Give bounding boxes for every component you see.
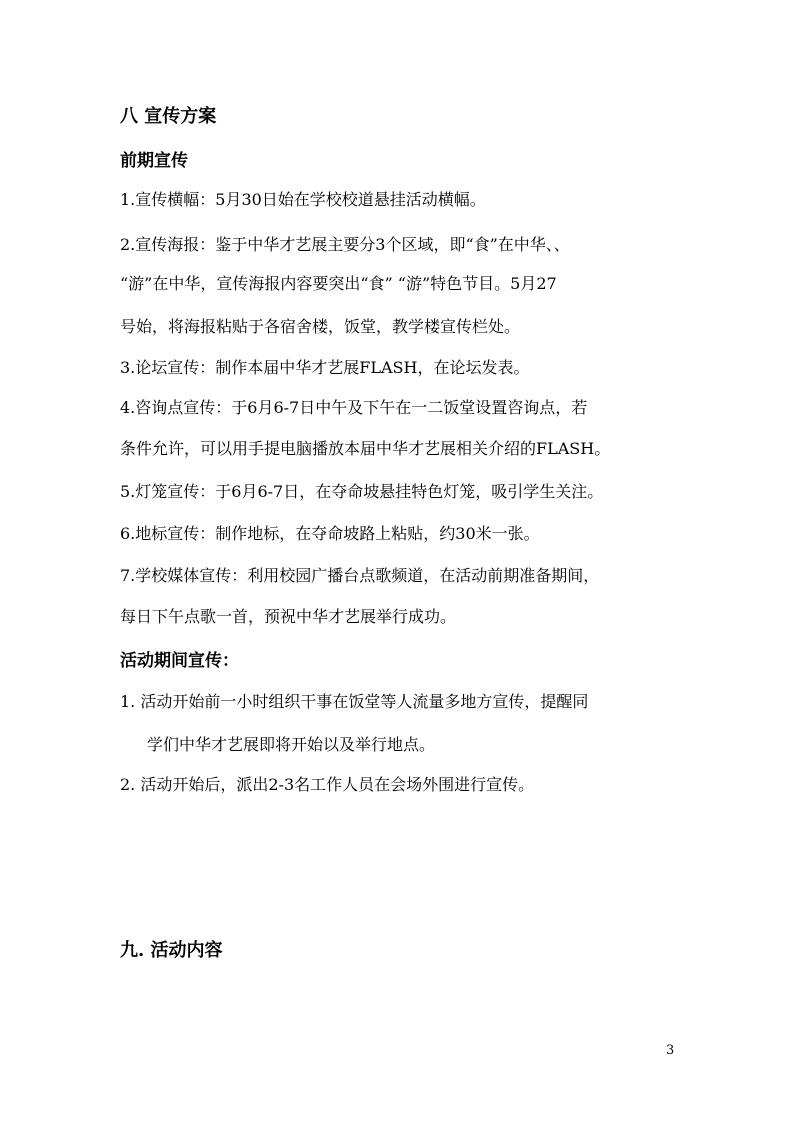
early-item-1: 1.宣传横幅：5月30日始在学校校道悬挂活动横幅。 (120, 190, 486, 209)
early-item-7-line1: 7.学校媒体宣传：利用校园广播台点歌频道，在活动前期准备期间， (120, 566, 600, 585)
early-item-2-line3: 号始，将海报粘贴于各宿舍楼，饭堂，教学楼宣传栏处。 (120, 317, 521, 336)
section9-title: 九. 活动内容 (120, 940, 223, 961)
during-item-1-line2: 学们中华才艺展即将开始以及举行地点。 (147, 735, 436, 754)
during-item-1-line1: 1. 活动开始前一小时组织干事在饭堂等人流量多地方宣传，提醒同 (120, 692, 589, 711)
early-publicity-title: 前期宣传 (120, 151, 188, 171)
early-item-3: 3.论坛宣传：制作本届中华才艺展FLASH，在论坛发表。 (120, 358, 530, 377)
early-item-6: 6.地标宣传：制作地标，在夺命坡路上粘贴，约30米一张。 (120, 524, 540, 543)
early-item-7-line2: 每日下午点歌一首，预祝中华才艺展举行成功。 (120, 607, 457, 626)
during-publicity-title: 活动期间宣传： (120, 651, 239, 671)
during-item-2: 2. 活动开始后，派出2-3名工作人员在会场外围进行宣传。 (120, 775, 535, 794)
early-item-2-line2: “游”在中华，宣传海报内容要突出“食” “游”特色节目。5月27 (120, 274, 557, 293)
section8-title: 八 宣传方案 (120, 106, 217, 127)
early-item-4-line2: 条件允许，可以用手提电脑播放本届中华才艺展相关介绍的FLASH。 (120, 439, 611, 458)
early-item-2-line1: 2.宣传海报：鉴于中华才艺展主要分3个区域，即“食”在中华、、 (120, 235, 570, 254)
page-number: 3 (666, 1043, 675, 1058)
early-item-5: 5.灯笼宣传：于6月6-7日，在夺命坡悬挂特色灯笼，吸引学生关注。 (120, 482, 604, 501)
early-item-4-line1: 4.咨询点宣传：于6月6-7日中午及下午在一二饭堂设置咨询点，若 (120, 398, 588, 417)
